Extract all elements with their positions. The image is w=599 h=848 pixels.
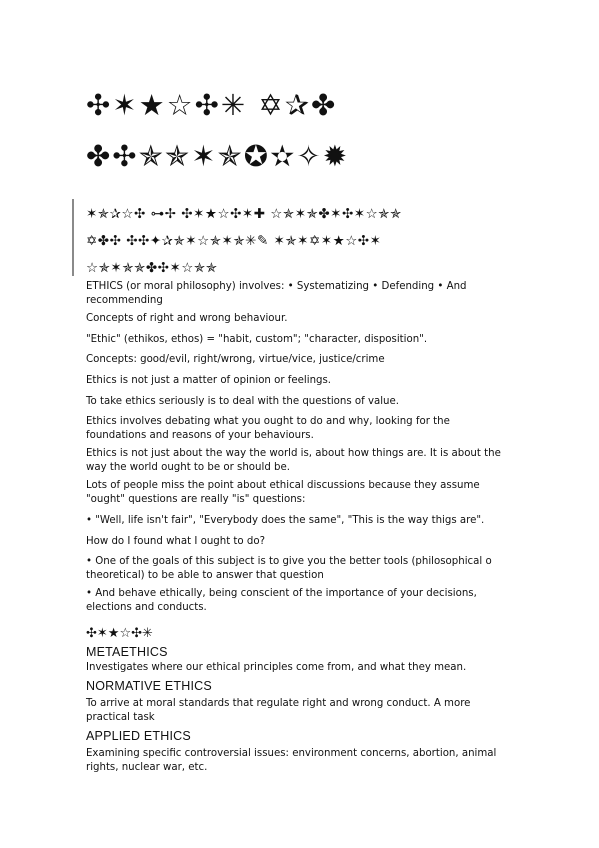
section-dingbat-heading: ✣✶★☆✣✳ xyxy=(86,626,153,641)
subtitle-line-3: ☆✯✶✯✯✤✣✶☆✯✯ xyxy=(86,260,218,276)
title-line-1: ✣✶★☆✣✳ ✡✰✤ xyxy=(86,88,338,122)
title-line-2: ✤✣✯✯✶✯✪✫✧✹ xyxy=(86,139,349,173)
normative-ethics-heading: NORMATIVE ETHICS xyxy=(86,679,212,693)
subtitle-line-2: ✡✤✣ ✣✣✦✰✯✶☆✯✶✯✳✎ ✶✯✶✡✶★☆✣✶ xyxy=(86,233,382,249)
paragraph: Concepts of right and wrong behaviour. xyxy=(86,313,288,324)
paragraph: Lots of people miss the point about ethical discussions because they assume "ought" questions are really "is" questions: xyxy=(86,480,480,505)
paragraph: To take ethics seriously is to deal with the questions of value. xyxy=(86,396,400,407)
paragraph: Ethics is not just about the way the world is, about how things are. It is about the way the world ought to be or should be. xyxy=(86,448,501,473)
metaethics-text: Investigates where our ethical principles come from, and what they mean. xyxy=(86,662,467,673)
metaethics-heading: METAETHICS xyxy=(86,645,168,659)
paragraph: • One of the goals of this subject is to give you the better tools (philosophical o theoretical) to be able to answer that question xyxy=(86,556,492,581)
subtitle-line-1: ✶✯✰☆✣ ⊶✢ ✣✶★☆✣✶✚ ☆✯✶✯✤✶✣✶☆✯✯ xyxy=(86,206,402,222)
applied-ethics-heading: APPLIED ETHICS xyxy=(86,729,191,743)
paragraph: • And behave ethically, being conscient of the importance of your decisions, elections and conducts. xyxy=(86,588,477,613)
paragraph: • "Well, life isn't fair", "Everybody does the same", "This is the way thigs are". xyxy=(86,515,485,526)
paragraph: Ethics involves debating what you ought to do and why, looking for the foundations and reasons of your behaviours. xyxy=(86,416,450,441)
normative-ethics-text: To arrive at moral standards that regulate right and wrong conduct. A more practical task xyxy=(86,698,471,723)
applied-ethics-text: Examining specific controversial issues: environment concerns, abortion, animal rights, nuclear war, etc. xyxy=(86,748,497,773)
quote-bar xyxy=(72,199,74,276)
paragraph: "Ethic" (ethikos, ethos) = "habit, custom"; "character, disposition". xyxy=(86,334,428,345)
paragraph: ETHICS (or moral philosophy) involves: • Systematizing • Defending • And recommending xyxy=(86,281,467,306)
paragraph: Ethics is not just a matter of opinion or feelings. xyxy=(86,375,332,386)
paragraph: Concepts: good/evil, right/wrong, virtue/vice, justice/crime xyxy=(86,354,385,365)
paragraph: How do I found what I ought to do? xyxy=(86,536,266,547)
